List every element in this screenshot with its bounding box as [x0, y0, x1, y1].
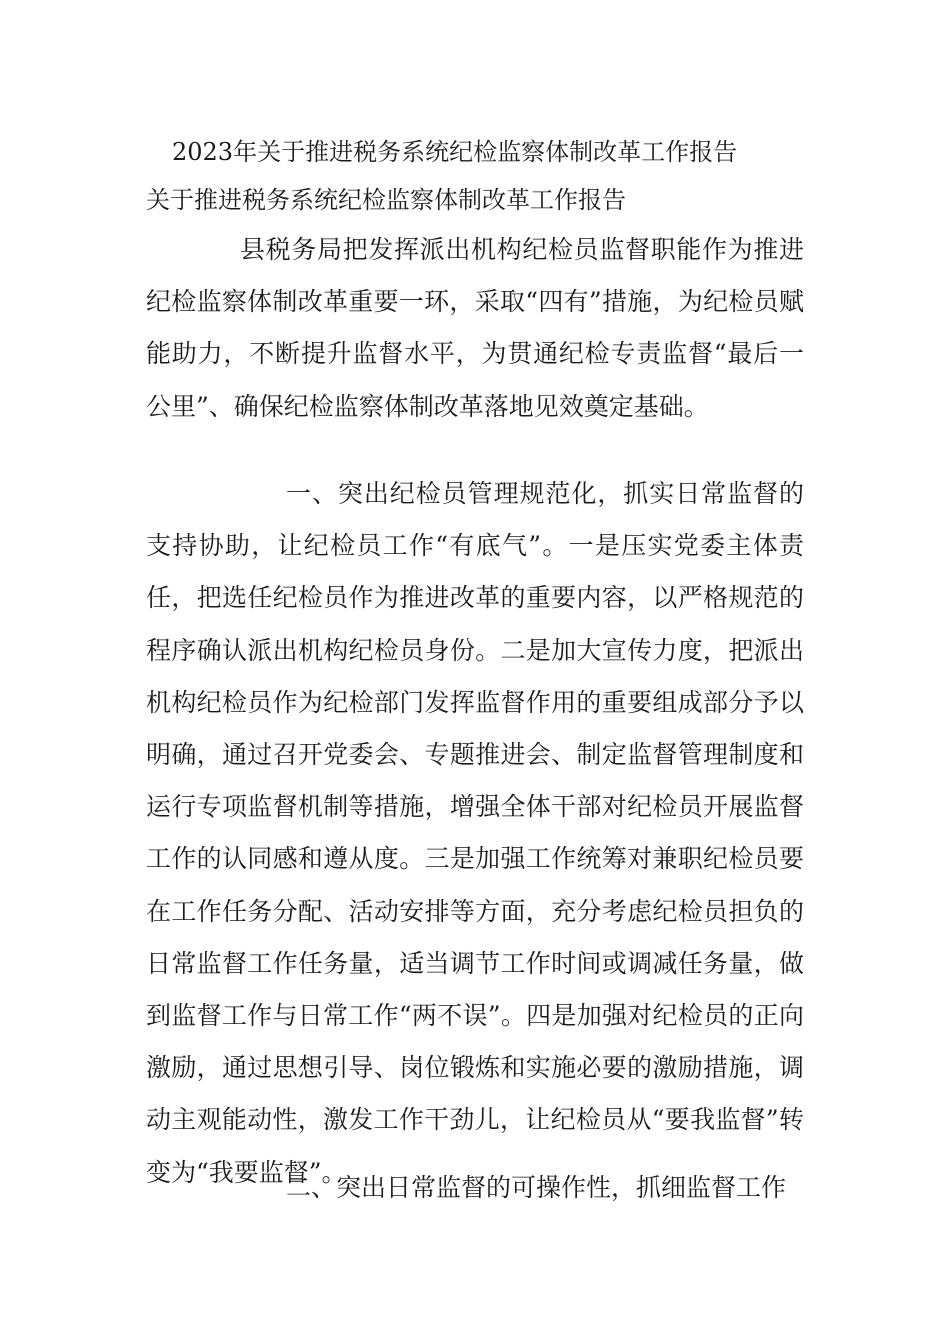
document-title: 2023年关于推进税务系统纪检监察体制改革工作报告 — [172, 138, 738, 166]
document-subtitle: 关于推进税务系统纪检监察体制改革工作报告 — [146, 186, 626, 214]
paragraph-intro: 县税务局把发挥派出机构纪检员监督职能作为推进纪检监察体制改革重要一环，采取“四有”措施，为纪检员赋能助力，不断提升监督水平，为贯通纪检专责监督“最后一公里”、确保纪检监察体制改革落地见效奠定基础。 — [146, 235, 804, 421]
paragraph-section-1: 一、突出纪检员管理规范化，抓实日常监督的支持协助，让纪检员工作“有底气”。一是压实党委主体责任，把选任纪检员作为推进改革的重要内容，以严格规范的程序确认派出机构纪检员身份。二是加大宣传力度，把派出机构纪检员作为纪检部门发挥监督作用的重要组成部分予以明确，通过召开党委会、专题推进会、制定监督管理制度和运行专项监督机制等措施，增强全体干部对纪检员开展监督工作的认同感和遵从度。三是加强工作统筹对兼职纪检员要在工作任务分配、活动安排等方面，充分考虑纪检员担负的日常监督工作任务量，适当调节工作时间或调减任务量，做到监督工作与日常工作“两不误”。四是加强对纪检员的正向激励，通过思想引导、岗位锻炼和实施必要的激励措施，调动主观能动性，激发工作干劲儿，让纪检员从“要我监督”转变为“我要监督”。 — [146, 479, 804, 1187]
paragraph-section-2: 二、突出日常监督的可操作性，抓细监督工作 — [286, 1173, 787, 1202]
